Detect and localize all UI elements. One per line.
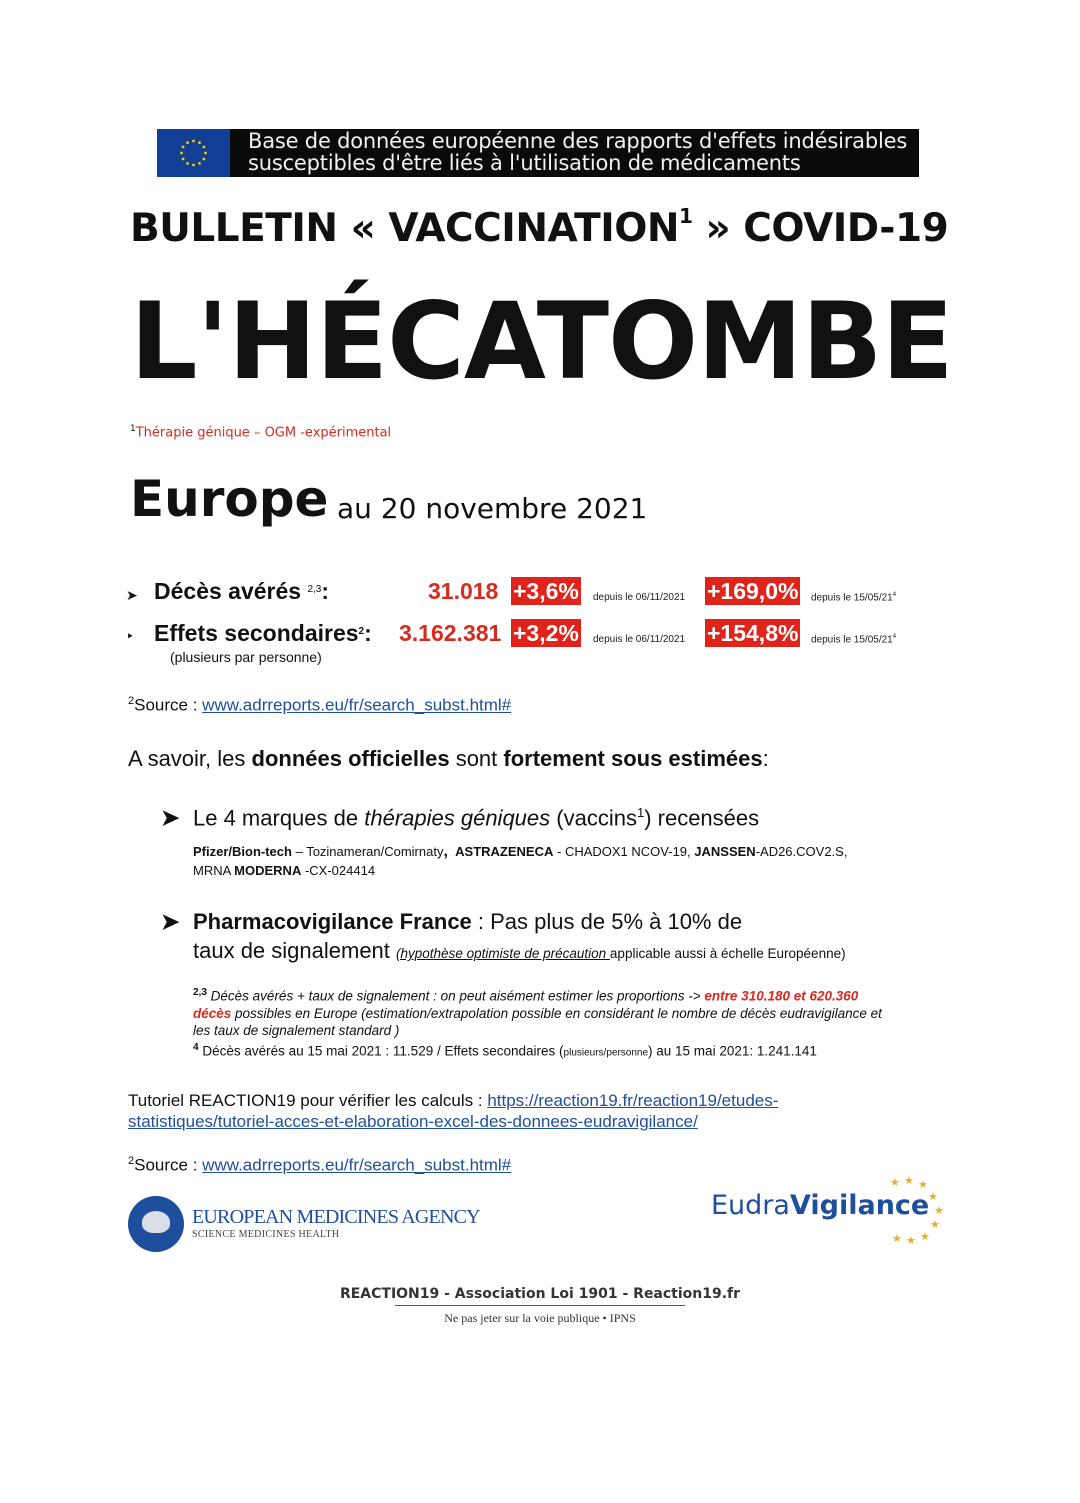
footnote-therapy: $^1$Thérapie génique – OGM -expérimental <box>130 424 392 441</box>
tutorial-text: Tutoriel REACTION19 pour vérifier les calculs : https://reaction19.fr/reaction19/etudes- statistiques/tutoriel-acces-et-elaboration-excel-des-donnees-eudravigilance/ <box>128 1091 779 1131</box>
footer-divider <box>395 1305 685 1306</box>
source-line-2: $^2$Source : www.adrreports.eu/fr/search_subst.html# <box>128 1155 512 1175</box>
footer-notice: Ne pas jeter sur la voie publique • IPNS <box>444 1311 636 1325</box>
stat-since2-side-effects: depuis le $15/05/21^4$ <box>811 634 897 646</box>
ema-logo-mark <box>142 1211 170 1233</box>
pharmacovigilance-line-2: taux de signalement (hypothèse optimiste de précaution applicable aussi à échelle Européenne) <box>193 938 846 963</box>
stat-pct1-deaths: +3,6% <box>513 578 579 604</box>
tutorial-link-cont[interactable]: statistiques/tutoriel-acces-et-elaboration-excel-des-donnees-eudravigilance/ <box>128 1112 698 1131</box>
stat-since1-deaths: depuis le 06/11/2021 <box>593 592 686 603</box>
footer-association: REACTION19 - Association Loi 1901 - Reaction19.fr <box>339 1286 741 1302</box>
stat-since2-deaths: depuis le $15/05/21^4$ <box>811 592 897 604</box>
stat-since1-side-effects: depuis le 06/11/2021 <box>593 634 686 645</box>
headline: L'HÉCATOMBE <box>130 280 953 403</box>
banner-line-1: Base de données européenne des rapports d'effets indésirables <box>248 129 908 153</box>
arrow-bullet-icon: ➤ <box>161 805 180 830</box>
notice-statement: A savoir, les données officielles sont fortement sous estimées: <box>128 746 769 771</box>
stat-label-side-effects: Effets secondaires$^2$: <box>154 620 372 646</box>
stars-icon: ★ ★ ★ ★ ★ ★ ★ ★ ★ <box>890 1175 944 1247</box>
bullet-arrow-icon: ➤ <box>126 587 138 603</box>
source-line: $^2$Source : www.adrreports.eu/fr/search_subst.html# <box>128 695 512 715</box>
stat-label-deaths: Décès avérés $^{2,3}$: <box>154 578 330 604</box>
stat-note-side-effects: (plusieurs par personne) <box>170 649 322 665</box>
bulletin-title: BULLETIN « VACCINATION$^1$ » COVID-19 <box>130 204 949 251</box>
stat-value-side-effects: 3.162.381 <box>399 620 502 646</box>
source-link[interactable]: www.adrreports.eu/fr/search_subst.html# <box>202 695 512 715</box>
banner-line-2: susceptibles d'être liés à l'utilisation de médicaments <box>248 151 801 175</box>
vaccine-list-line-1: Pfizer/Bion-tech – Tozinameran/Comirnaty, ASTRAZENECA - CHADOX1 NCOV-19, JANSSEN-AD26.COV2.S, <box>193 843 848 860</box>
banner-text <box>248 130 918 174</box>
eu-flag-icon <box>157 129 230 177</box>
stat-pct1-side-effects: +3,2% <box>513 620 579 646</box>
bullet-arrow-icon: ‣ <box>126 628 135 644</box>
brands-heading: Le 4 marques de thérapies géniques (vaccins$^1$) recensées <box>193 805 760 831</box>
source-link-2[interactable]: www.adrreports.eu/fr/search_subst.html# <box>202 1155 512 1175</box>
stat-pct2-deaths: +169,0% <box>707 578 799 604</box>
arrow-bullet-icon: ➤ <box>161 909 180 934</box>
stat-pct2-side-effects: +154,8% <box>707 620 799 646</box>
ema-name: EUROPEAN MEDICINES AGENCY <box>192 1206 480 1228</box>
region-date: au 20 novembre 2021 <box>337 492 648 525</box>
note-estimation: $^{2,3}$ Décès avérés + taux de signalement : on peut aisément estimer les proportions -> entre 310.180 et 620.360 décès possibles en Europe (estimation/extrapolation possible en considérant le nombre de décès eudravigilance et les taux de signalement standard ) $^4$ Décès avérés au 15 mai 2021 : 11.529 / Effets secondaires (plusieurs/personne) au 15 mai 2021: 1.241.141 <box>193 987 882 1058</box>
eudravigilance-logo: EudraVigilance <box>711 1190 930 1221</box>
ema-tagline: SCIENCE MEDICINES HEALTH <box>192 1229 340 1240</box>
stat-value-deaths: 31.018 <box>428 578 499 604</box>
region-title: Europe <box>130 470 329 528</box>
tutorial-link[interactable]: https://reaction19.fr/reaction19/etudes- <box>487 1091 779 1110</box>
pharmacovigilance-line-1: Pharmacovigilance France : Pas plus de 5% à 10% de <box>193 909 743 934</box>
vaccine-list-line-2: MRNA MODERNA -CX-024414 <box>193 863 376 878</box>
